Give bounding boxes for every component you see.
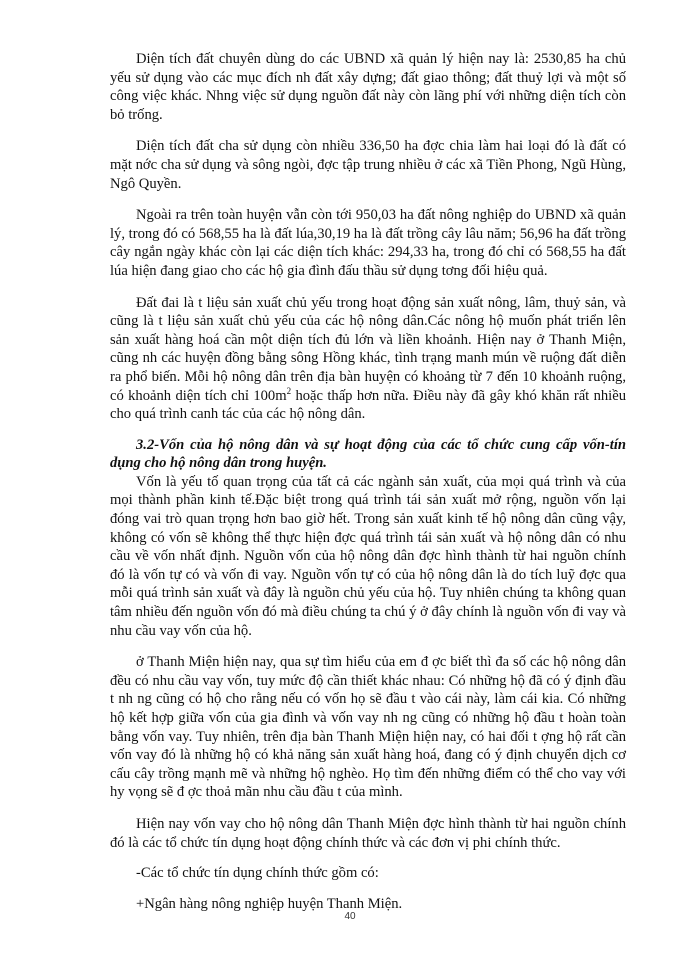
page-number: 40 [344, 911, 356, 922]
section-heading: 3.2-Vốn của hộ nông dân và sự hoạt động của các tổ chức cung cấp vốn-tín dụng cho hộ nông dân trong huyện. [110, 436, 626, 472]
paragraph-capital-importance: Vốn là yếu tố quan trọng của tất cả các ngành sản xuất, của mọi quá trình và của mọi thành phần kinh tế.Đặc biệt trong quá trình tái sản xuất mở rộng, nguồn vốn lại đóng vai trò quan trọng hơn bao giờ hết. Trong sản xuất kinh tế hộ nông dân cũng vậy, không có vốn sẽ không thể thực hiện đợc quá trình tái sản xuất và hộ nông dân có nhu cầu về vốn nhất định. Nguồn vốn của hộ nông dân đợc hình thành từ hai nguồn chính đó là vốn tự có và vốn đi vay. Nguồn vốn tự có của hộ nông dân là do tích luỹ đợc qua mỗi quá trình sản xuất và đây là nguồn chủ yếu của hộ. Tuy nhiên chúng ta không quan tâm nhiều đến nguồn vốn đó mà điều chúng ta chú ý ở đây chính là nguồn vốn đi vay và nhu cầu vay vốn của hộ. [110, 473, 626, 639]
paragraph-capital-sources: Hiện nay vốn vay cho hộ nông dân Thanh Miện đợc hình thành từ hai nguồn chính đó là các tổ chức tín dụng hoạt động chính thức và các đơn vị phi chính thức. [110, 815, 626, 851]
superscript-exponent: 2 [286, 385, 292, 396]
paragraph-thanh-mien-demand: ở Thanh Miện hiện nay, qua sự tìm hiểu của em đ ợc biết thì đa số các hộ nông dân đều có nhu cầu vay vốn, tuy mức độ cần thiết khác nhau: Có những hộ đã có ý định đầu t nh ng cũng có hộ cho rằng nếu có vốn họ sẽ đầu t vào cái này, làm cái kia. Có những hộ kết hợp giữa vốn của gia đình và vốn vay nh ng cũng có những hộ đầu t hoàn toàn bằng vốn vay. Tuy nhiên, trên địa bàn Thanh Miện hiện nay, có hai đối t ợng hộ rất cần vốn vay đó là những hộ có khả năng sản xuất hàng hoá, đang có ý định chuyển dịch cơ cấu cây trồng mạnh mẽ và những hộ nghèo. Họ tìm đến những điểm có thể cho vay với hy vọng sẽ đ ợc thoả mãn nhu cầu đầu t của mình. [110, 654, 626, 801]
paragraph-land-agricultural: Ngoài ra trên toàn huyện vẫn còn tới 950,03 ha đất nông nghiệp do UBND xã quản lý, trong đó có 568,55 ha là đất lúa,30,19 ha là đất trồng cây lâu năm; 56,96 ha đất trồng cây ngắn ngày khác còn lại các diện tích khác: 294,33 ha, trong đó chỉ có 568,55 ha đất lúa hiện đang giao cho các hộ gia đình đấu thầu sử dụng tơng đối hiệu quả. [110, 207, 626, 279]
paragraph-land-specialized: Diện tích đất chuyên dùng do các UBND xã quản lý hiện nay là: 2530,85 ha chủ yếu sử dụng vào các mục đích nh đất xây dựng; đất giao thông; đất thuỷ lợi và một số công việc khác. Nhng việc sử dụng nguồn đất này còn lãng phí với những diện tích còn bỏ trống. [110, 51, 626, 123]
paragraph-land-fragmentation [110, 294, 626, 424]
list-heading-formal-institutions: -Các tổ chức tín dụng chính thức gồm có: [136, 865, 379, 882]
paragraph-text: Đất đai là t liệu sản xuất chủ yếu trong hoạt động sản xuất nông, lâm, thuỷ sản, và cũng là t liệu sản xuất chủ yếu của các hộ nông dân.Các nông hộ muốn phát triển lên sản xuất hàng hoá cần một diện tích đủ lớn và liền khoảnh. Hiện nay ở Thanh Miện, cũng nh các huyện đồng bằng sông Hồng khác, tình trạng manh mún về ruộng đất diễn ra phổ biến. Mỗi hộ nông dân trên địa bàn huyện có khoảng từ 7 đến 10 khoảnh ruộng, có khoảnh diện tích chỉ 100m [110, 294, 626, 404]
list-item-agribank: +Ngân hàng nông nghiệp huyện Thanh Miện. [136, 895, 403, 912]
paragraph-land-unused: Diện tích đất cha sử dụng còn nhiều 336,50 ha đợc chia làm hai loại đó là đất có mặt nớc cha sử dụng và sông ngòi, đợc tập trung nhiều ở các xã Tiền Phong, Ngũ Hùng, Ngô Quyền. [110, 138, 626, 192]
page-body [110, 50, 626, 926]
paragraph-text: hoặc thấp hơn nữa. Điều này đã gây khó khăn rất nhiều cho quá trình canh tác của các hộ nông dân. [110, 387, 626, 423]
